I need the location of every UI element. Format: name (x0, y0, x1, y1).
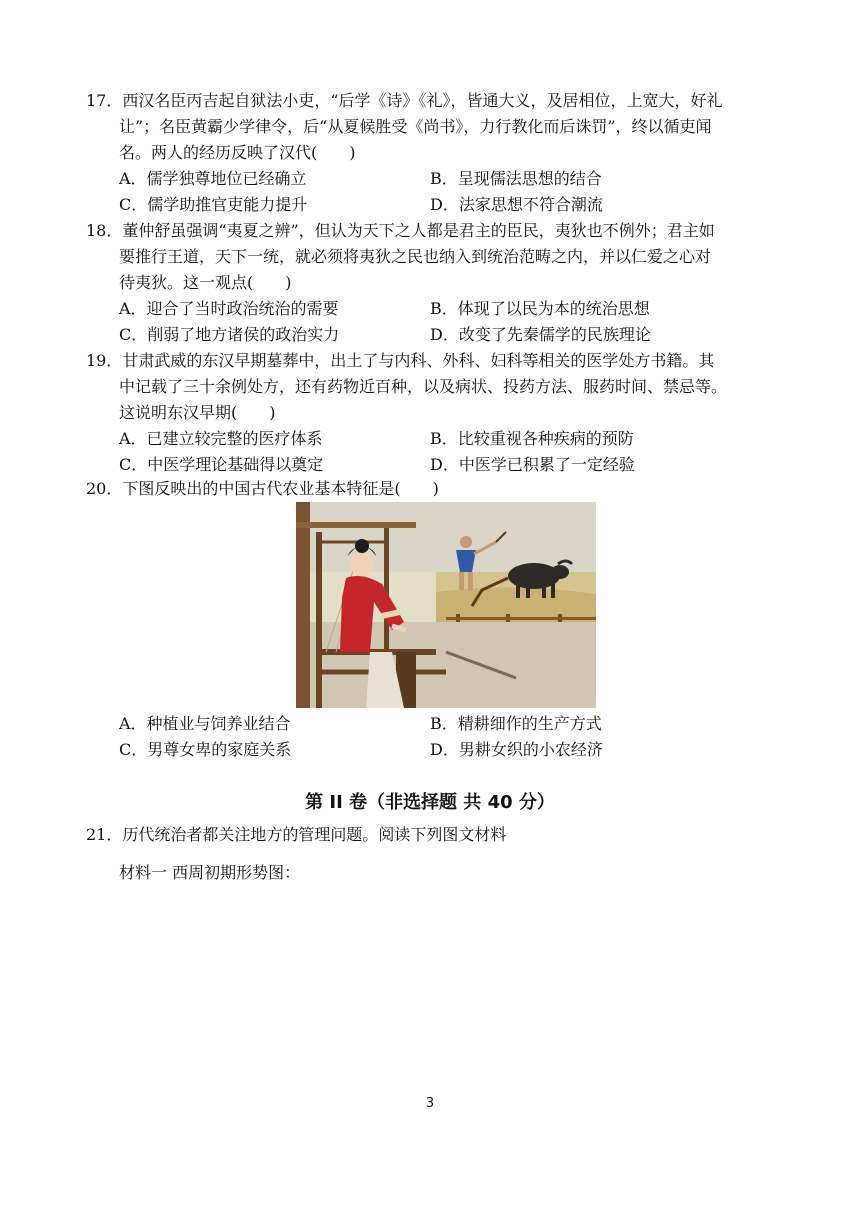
q20-option-d: D．男耕女织的小农经济 (430, 740, 603, 759)
q19-option-c: C．中医学理论基础得以奠定 (119, 455, 324, 474)
q19-option-d: D．中医学已积累了一定经验 (430, 455, 635, 474)
q20-option-a: A．种植业与饲养业结合 (119, 714, 291, 733)
q19-option-a: A．已建立较完整的医疗体系 (119, 429, 323, 448)
q18-line-2: 要推行王道，天下一统，就必须将夷狄之民也纳入到统治范畴之内，并以仁爱之心对 (119, 247, 712, 266)
q17-option-a: A．儒学独尊地位已经确立 (119, 169, 307, 188)
q17-option-d: D．法家思想不符合潮流 (430, 195, 603, 214)
q17-line-3: 名。两人的经历反映了汉代( ) (119, 143, 356, 162)
q18-option-c: C．削弱了地方诸侯的政治实力 (119, 325, 340, 344)
q17-line-2: 让”；名臣黄霸少学律令，后“从夏候胜受《尚书》，力行教化而后诛罚”，终以循吏闻 (119, 117, 712, 136)
q18-option-a: A．迎合了当时政治统治的需要 (119, 299, 339, 318)
section-heading: 第 II 卷（非选择题 共 40 分） (305, 792, 555, 813)
farming-weaving-illustration (296, 502, 596, 708)
q19-line-2: 中记载了三十余例处方，还有药物近百种，以及病状、投药方法、服药时间、禁忌等。 (119, 377, 728, 396)
q20-option-b: B．精耕细作的生产方式 (430, 714, 602, 733)
q19-option-b: B．比较重视各种疾病的预防 (430, 429, 634, 448)
q21-material-1: 材料一 西周初期形势图： (119, 863, 301, 882)
q18-option-b: B．体现了以民为本的统治思想 (430, 299, 650, 318)
q17-line-1: 17．西汉名臣丙吉起自狱法小吏，“后学《诗》《礼》，皆通大义，及居相位，上宽大，好礼 (86, 91, 723, 110)
q20-line-1: 20．下图反映出的中国古代农业基本特征是( ) (86, 479, 439, 498)
q19-line-1: 19．甘肃武威的东汉早期墓葬中，出土了与内科、外科、妇科等相关的医学处方书籍。其 (86, 351, 715, 370)
q18-option-d: D．改变了先秦儒学的民族理论 (430, 325, 651, 344)
q17-option-c: C．儒学助推官吏能力提升 (119, 195, 308, 214)
page-number: 3 (425, 1096, 435, 1111)
q17-option-b: B．呈现儒法思想的结合 (430, 169, 602, 188)
q18-line-1: 18．董仲舒虽强调“夷夏之辨”，但认为天下之人都是君主的臣民，夷狄也不例外；君主如 (86, 221, 715, 240)
q20-option-c: C．男尊女卑的家庭关系 (119, 740, 292, 759)
q21-line-1: 21．历代统治者都关注地方的管理问题。阅读下列图文材料 (86, 825, 507, 844)
q18-line-3: 待夷狄。这一观点( ) (119, 273, 292, 292)
q19-line-3: 这说明东汉早期( ) (119, 403, 276, 422)
